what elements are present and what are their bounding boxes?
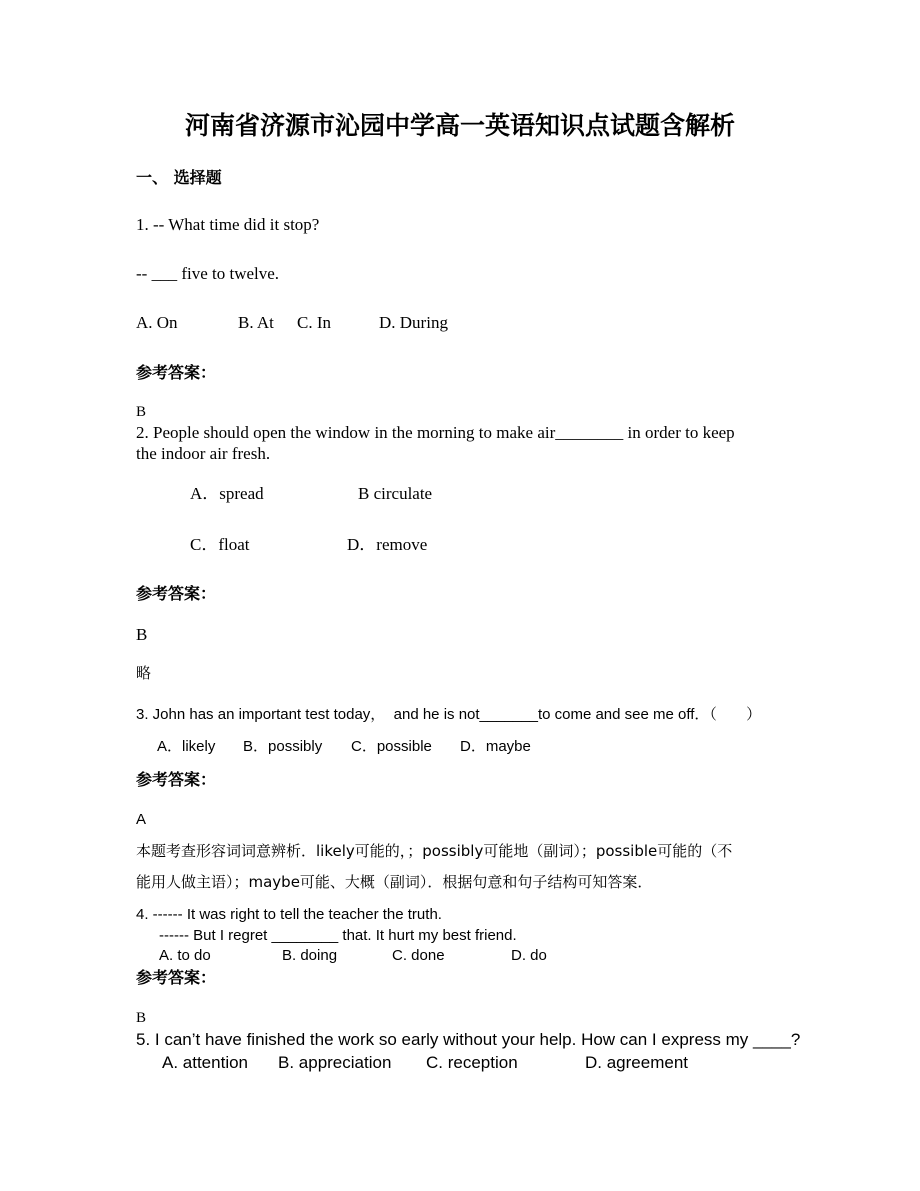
answer-value: B [136, 1010, 147, 1026]
question-stem: 3. John has an important test today， and he is not_______to come and see me off．（ ） [136, 706, 762, 723]
option-d: D．remove [347, 535, 428, 554]
option-c: C．possible [351, 738, 432, 755]
question-stem: 1. -- What time did it stop? [136, 215, 320, 234]
option-a: A．likely [157, 738, 216, 755]
explanation-line: 本题考查形容词词意辨析．likely可能的，；possibly可能地（副词）；possible可能的（不 [136, 842, 733, 860]
answer-label: 参考答案： [136, 770, 217, 789]
explanation-line: 能用人做主语）；maybe可能、大概（副词）．根据句意和句子结构可知答案． [136, 873, 653, 891]
option-b: B circulate [358, 484, 433, 503]
answer-label: 参考答案： [136, 363, 217, 382]
option-b: B. doing [282, 947, 338, 964]
question-stem: 2. People should open the window in the morning to make air________ in order to keep [136, 423, 735, 442]
answer-label: 参考答案： [136, 968, 217, 987]
explanation: 略 [136, 664, 152, 682]
question-stem-continued: the indoor air fresh. [136, 444, 271, 463]
page-title: 河南省济源市沁园中学高一英语知识点试题含解析 [184, 111, 735, 140]
answer-value: B [136, 404, 147, 420]
option-d: D. agreement [585, 1053, 688, 1072]
question-line: ------ But I regret ________ that. It hurt my best friend. [159, 927, 517, 944]
question-stem: 5. I can’t have finished the work so early without your help. How can I express my ____? [136, 1030, 801, 1049]
option-c: C．float [190, 535, 250, 554]
option-b: B. appreciation [278, 1053, 392, 1072]
answer-value: B [136, 625, 148, 644]
option-c: C. reception [426, 1053, 518, 1072]
option-c: C. done [392, 947, 445, 964]
option-a: A．spread [190, 484, 264, 503]
question-stem: 4. ------ It was right to tell the teacher the truth. [136, 906, 442, 923]
question-line: -- ___ five to twelve. [136, 264, 280, 283]
option-d: D. During [379, 313, 448, 332]
answer-label: 参考答案： [136, 584, 217, 603]
option-b: B．possibly [243, 738, 323, 755]
answer-value: A [136, 811, 147, 828]
option-a: A. to do [159, 947, 211, 964]
option-d: D．maybe [460, 738, 531, 755]
option-b: B. At [238, 313, 274, 332]
option-a: A. attention [162, 1053, 249, 1072]
option-a: A. On [136, 313, 178, 332]
option-d: D. do [511, 947, 547, 964]
section-heading: 一、 选择题 [136, 168, 222, 187]
option-c: C. In [297, 313, 331, 332]
